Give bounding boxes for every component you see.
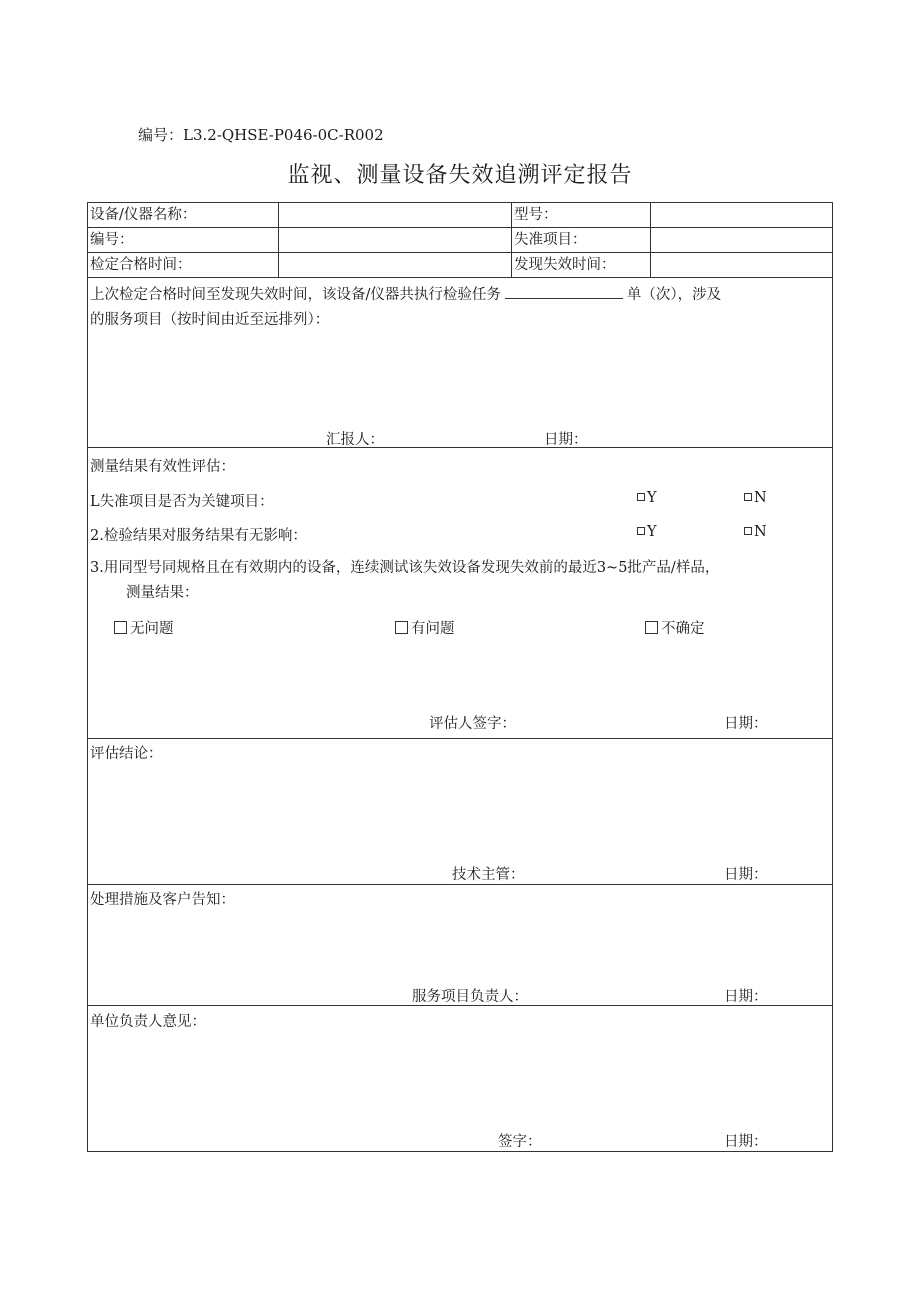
evaluator-signature-label: 评估人签字： — [429, 716, 516, 732]
tasks-line-1-text: 上次检定合格时间至发现失效时间，该设备/仪器共执行检验任务 — [90, 287, 501, 303]
evaluator-date-label: 日期： — [724, 716, 768, 732]
question-3-line-2: 测量结果： — [126, 585, 199, 601]
option-no-problem[interactable] — [114, 617, 174, 638]
failed-item-field[interactable] — [651, 228, 832, 252]
page-title: 监视、测量设备失效追溯评定报告 — [287, 163, 633, 188]
serial-label: 编号： — [88, 228, 279, 252]
q1-no-option[interactable] — [744, 490, 767, 506]
conclusion-date-label: 日期： — [724, 867, 768, 883]
question-2: 2.检验结果对服务结果有无影响： — [90, 528, 307, 544]
tasks-line-2: 的服务项目（按时间由近至远排列）： — [90, 312, 330, 328]
conclusion-heading: 评估结论： — [90, 746, 163, 762]
model-field[interactable] — [651, 203, 832, 227]
row-device-model — [88, 203, 832, 228]
device-name-label: 设备/仪器名称： — [88, 203, 279, 227]
tasks-line-1-unit: 单（次），涉及 — [626, 287, 722, 303]
q2-yes-label: Y — [647, 524, 657, 540]
failure-found-field[interactable] — [651, 253, 832, 277]
measures-heading: 处理措施及客户告知： — [90, 892, 235, 908]
failed-item-label: 失准项目： — [512, 228, 651, 252]
checkbox-icon — [114, 621, 127, 634]
option-uncertain[interactable] — [645, 617, 705, 638]
unit-opinion-heading: 单位负责人意见： — [90, 1014, 206, 1030]
model-label: 型号： — [512, 203, 651, 227]
report-form — [87, 202, 833, 1152]
tasks-line-1 — [90, 282, 721, 304]
checkbox-icon — [744, 493, 752, 501]
q2-no-option[interactable] — [744, 524, 767, 540]
checkbox-icon — [637, 527, 645, 535]
unit-opinion-section — [88, 1006, 832, 1151]
checkbox-icon — [645, 621, 658, 634]
q1-yes-label: Y — [647, 490, 657, 506]
checkbox-icon — [637, 493, 645, 501]
option-problem[interactable] — [395, 617, 455, 638]
option-uncertain-label: 不确定 — [661, 621, 705, 637]
q2-yes-option[interactable] — [637, 524, 657, 540]
unit-signature-label: 签字： — [498, 1134, 542, 1150]
task-count-blank[interactable] — [505, 282, 623, 299]
reporter-label: 汇报人： — [326, 432, 384, 448]
measures-date-label: 日期： — [724, 989, 768, 1005]
q1-no-label: N — [754, 490, 767, 506]
checkbox-icon — [744, 527, 752, 535]
conclusion-section — [88, 739, 832, 885]
measures-section — [88, 885, 832, 1006]
row-serial-item — [88, 228, 832, 253]
serial-field[interactable] — [279, 228, 512, 252]
device-name-field[interactable] — [279, 203, 512, 227]
option-problem-label: 有问题 — [411, 621, 455, 637]
question-1: L失准项目是否为关键项目： — [90, 494, 274, 510]
last-pass-label: 检定合格时间： — [88, 253, 279, 277]
option-no-problem-label: 无问题 — [130, 621, 174, 637]
q1-yes-option[interactable] — [637, 490, 657, 506]
failure-found-label: 发现失效时间： — [512, 253, 651, 277]
question-3-line-1: 3.用同型号同规格且在有效期内的设备，连续测试该失效设备发现失效前的最近3~5批产品/样品， — [90, 560, 720, 576]
project-lead-label: 服务项目负责人： — [412, 989, 528, 1005]
evaluation-section — [88, 448, 832, 739]
tasks-section — [88, 278, 832, 448]
reporter-date-label: 日期： — [544, 432, 588, 448]
checkbox-icon — [395, 621, 408, 634]
last-pass-field[interactable] — [279, 253, 512, 277]
document-number: 编号：L3.2-QHSE-P046-0C-R002 — [138, 126, 384, 144]
evaluation-heading: 测量结果有效性评估： — [90, 459, 235, 475]
q2-no-label: N — [754, 524, 767, 540]
tech-supervisor-label: 技术主管： — [452, 867, 525, 883]
unit-date-label: 日期： — [724, 1134, 768, 1150]
row-dates — [88, 253, 832, 278]
